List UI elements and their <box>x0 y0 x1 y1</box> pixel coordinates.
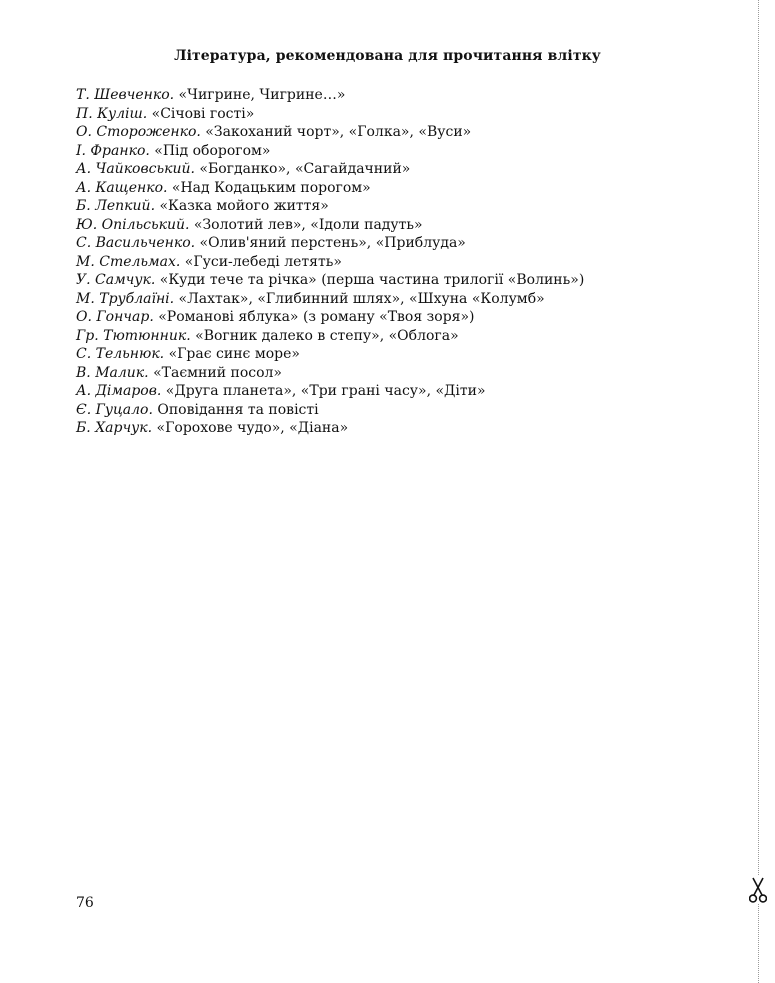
book-author: Б. Харчук. <box>76 420 153 436</box>
book-works: «Куди тече та річка» (перша частина трилогії «Волинь») <box>155 272 585 288</box>
book-author: Гр. Тютюнник. <box>76 327 191 344</box>
book-author: С. Тельнюк. <box>76 346 165 362</box>
book-works: «Друга планета», «Три грані часу», «Діти» <box>161 383 486 399</box>
book-item <box>76 234 736 253</box>
book-item <box>76 105 736 124</box>
book-author: Б. Лепкий. <box>76 198 156 214</box>
scissors-icon <box>749 876 767 904</box>
book-author: М. Стельмах. <box>76 253 181 270</box>
book-item <box>76 345 736 364</box>
book-works: «Закоханий чорт», «Голка», «Вуси» <box>200 124 472 140</box>
book-works: «Під оборогом» <box>149 142 271 159</box>
book-author: Ю. Опільський. <box>76 216 190 233</box>
book-item <box>76 253 736 272</box>
book-item <box>76 179 736 198</box>
book-works: «Таємний посол» <box>148 364 282 381</box>
book-works: «Вогник далеко в степу», «Облога» <box>190 327 459 344</box>
book-author: Т. Шевченко. <box>76 87 175 103</box>
book-author: І. Франко. <box>76 142 150 159</box>
book-author: А. Кащенко. <box>76 179 168 196</box>
book-item <box>76 327 736 346</box>
book-author: В. Малик. <box>76 364 149 381</box>
book-item <box>76 86 736 105</box>
book-works: «Казка мойого життя» <box>155 198 329 214</box>
book-works: «Золотий лев», «Ідоли падуть» <box>189 216 423 233</box>
book-item <box>76 364 736 383</box>
book-works: «Романові яблука» (з роману «Твоя зоря») <box>153 309 475 325</box>
book-author: Є. Гуцало. <box>76 401 153 418</box>
book-works: «Лахтак», «Глибинний шлях», «Шхуна «Колумб» <box>174 290 545 307</box>
book-item <box>76 401 736 420</box>
book-works: «Січові гості» <box>147 105 255 122</box>
book-author: У. Самчук. <box>76 272 156 288</box>
book-item <box>76 160 736 179</box>
book-item <box>76 308 736 327</box>
cut-line <box>758 0 759 983</box>
book-author: С. Васильченко. <box>76 235 196 251</box>
book-item <box>76 271 736 290</box>
book-item <box>76 419 736 438</box>
book-works: «Чигрине, Чигрине…» <box>174 87 346 103</box>
book-author: А. Чайковський. <box>76 161 195 177</box>
book-item <box>76 197 736 216</box>
book-author: П. Куліш. <box>76 105 148 122</box>
book-author: О. Гончар. <box>76 309 154 325</box>
book-works: «Олив'яний перстень», «Приблуда» <box>195 235 466 251</box>
book-author: М. Трублаїні. <box>76 290 175 307</box>
book-works: «Горохове чудо», «Діана» <box>152 420 349 436</box>
book-list <box>76 86 736 438</box>
book-item <box>76 142 736 161</box>
book-item <box>76 382 736 401</box>
book-item <box>76 290 736 309</box>
page-number: 76 <box>76 895 94 911</box>
book-works: «Гуси-лебеді летять» <box>180 253 342 270</box>
book-works: «Богданко», «Сагайдачний» <box>194 161 411 177</box>
book-item <box>76 216 736 235</box>
book-works: «Над Кодацьким порогом» <box>167 179 371 196</box>
book-item <box>76 123 736 142</box>
book-author: А. Дімаров. <box>76 383 162 399</box>
page-title: Література, рекомендована для прочитання влітку <box>174 48 601 64</box>
book-works: Оповідання та повісті <box>152 401 319 418</box>
book-author: О. Стороженко. <box>76 124 201 140</box>
book-works: «Грає синє море» <box>164 346 300 362</box>
